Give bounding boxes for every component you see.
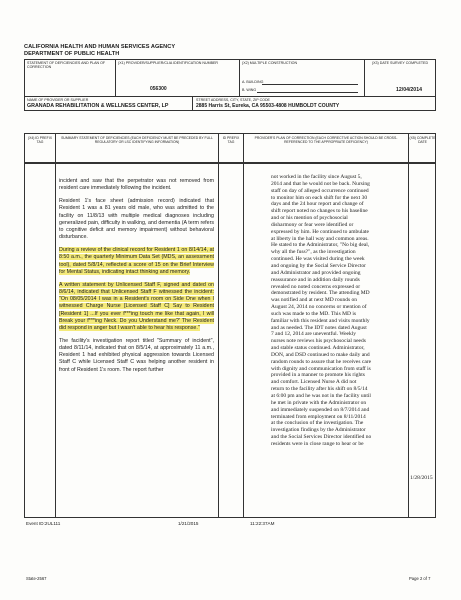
paragraph-text: incident and saw that the perpetrator was not removed from resident care immediately following the incident. <box>59 178 214 192</box>
form-number: State-2567 <box>26 576 47 581</box>
plan-line: and immediately suspended on 8/7/2014 and <box>271 406 370 413</box>
plan-line: revealed no noted concerns expressed or <box>271 283 361 290</box>
plan-of-correction-header: PROVIDER'S PLAN OF CORRECTION (EACH CORRECTIVE ACTION SHOULD BE CROSS-REFERENCED TO THE APPROPRIATE DEFICIENCY) <box>254 136 398 145</box>
plan-line: reassurance and in addition daily rounds <box>271 276 360 283</box>
paragraph-text: The facility's investigation report titled "Summary of incident", dated 8/11/14, indicated that on 8/5/14, at approximately 11 a.m., Resident 1 had exhibited physical aggression towards Licensed Staff C while Licensed Staff C was helping another resident in front of Resident 1's room. The report further <box>59 337 214 373</box>
divider <box>239 59 240 96</box>
plan-line: to monitor him on each shift for the next 30 <box>271 194 368 201</box>
narrative-paragraph <box>59 282 214 332</box>
plan-line: random rounds to assure that he receives care <box>271 358 372 365</box>
plan-line: at liberty in the hall way and common areas. <box>271 235 369 242</box>
plan-line: demonstrated by resident. The attending MD <box>271 290 370 297</box>
plan-line: at 6:00 pm and he was not in the facility until <box>271 393 371 399</box>
narrative-paragraph <box>59 338 214 374</box>
divider <box>408 163 409 518</box>
plan-line: 2014 and that he would not be back. Nursing <box>271 180 370 187</box>
print-date: 1/21/2015 <box>178 521 199 526</box>
id-prefix-mid-header: ID PREFIX TAG <box>222 136 240 145</box>
narrative-paragraph <box>59 247 214 276</box>
plan-line: disharmony or fear were identified or <box>271 221 354 228</box>
plan-line: expressed by him. He continued to ambulate <box>271 228 369 235</box>
building-label: A. BUILDING <box>242 80 264 84</box>
divider <box>192 96 193 111</box>
narrative-paragraph <box>59 178 214 192</box>
plan-line: he met in private with the Administrator on <box>271 399 367 406</box>
plan-line: shift report noted no changes to his baseline <box>271 208 368 215</box>
completion-date: 1/28/2015 <box>410 475 433 481</box>
paragraph-text: Resident 1's face sheet (admission record) indicated that Resident 1 was a 81 years old male, who was admitted to the facility on 11/8/13 with multiple medical diagnoses including generalized pain, difficulty in walking, and dementia (A term refers to cognitive deficit and memory impairment) without behavioral disturbance. <box>59 198 214 241</box>
plan-line: staff on day of alleged occurrence continued <box>271 187 369 194</box>
provider-id: 056300 <box>150 86 167 92</box>
plan-line: why all the fuss?", as the investigation <box>271 249 356 256</box>
divider <box>115 59 116 96</box>
address-label: STREET ADDRESS, CITY, STATE, ZIP CODE <box>196 98 270 102</box>
plan-line: days and the 24 hour report and change of <box>271 201 364 208</box>
wing-line <box>257 92 358 93</box>
plan-of-correction-text <box>271 174 405 448</box>
plan-line: He stated to the Administrator, "No big deal, <box>271 242 370 249</box>
summary-statement-header: SUMMARY STATEMENT OF DEFICIENCIES (EACH DEFICIENCY MUST BE PRECEDED BY FULL REGULATORY OR LSC IDENTIFYING INFORMATION) <box>61 136 213 145</box>
plan-line: and ongoing by the Social Service Director <box>271 262 367 269</box>
plan-line: 7 and 12, 2014 are uneventful. Weekly <box>271 331 356 338</box>
plan-line: residents were in close range to hear or be <box>271 440 364 447</box>
plan-line: at the conclusion of the investigation. The <box>271 420 364 427</box>
divider <box>243 163 244 518</box>
provider-id-label: (X1) PROVIDER/SUPPLIER/CLIA IDENTIFICATION NUMBER <box>118 61 218 65</box>
department-name: DEPARTMENT OF PUBLIC HEALTH <box>24 50 120 57</box>
address: 2885 Harris St, Eureka, CA 95503-4808 HUMBOLDT COUNTY <box>196 103 340 109</box>
divider <box>55 133 56 163</box>
agency-name: CALIFORNIA HEALTH AND HUMAN SERVICES AGENCY <box>24 44 176 50</box>
date-survey: 12/04/2014 <box>396 87 422 93</box>
divider <box>24 96 436 97</box>
divider <box>55 163 56 518</box>
highlighted-text: During a review of the clinical record for Resident 1 on 8/14/14, at 8:50 a.m., the quarterly Minimum Data Set (MDS, an assessment tool), dated 5/8/14, reflected a score of 15 on the Brief Interview for Mental Status, indicating intact thinking and memory. <box>59 247 214 275</box>
deficiency-narrative <box>59 178 214 380</box>
plan-line: return to the facility after his shift on 8/5/14 <box>271 386 368 393</box>
divider <box>243 133 244 163</box>
plan-line: and Administrator and provided ongoing <box>271 269 361 276</box>
plan-line: provided in a manner to promote his rights <box>271 372 365 379</box>
plan-line: and the Social Services Director identified no <box>271 434 372 441</box>
plan-line: August 24, 2014 no concerns or mention of <box>271 304 367 311</box>
plan-line: and comfort. Licensed Nurse A did not <box>271 379 357 386</box>
building-line <box>262 84 358 85</box>
provider-name: GRANADA REHABILITATION & WELLNESS CENTER, LP <box>27 103 169 109</box>
plan-line: and as needed. The IDT notes dated August <box>271 324 367 331</box>
plan-line: DON, and DSD continued to make daily and <box>271 351 370 358</box>
date-survey-label: (X3) DATE SURVEY COMPLETED <box>371 61 429 65</box>
wing-label: B. WING <box>242 88 257 92</box>
plan-line: continued. He was visited during the week <box>271 256 365 263</box>
plan-line: nurses note reviews his psychosocial needs <box>271 338 366 345</box>
event-id: Event ID:2UL111 <box>26 521 61 526</box>
plan-line: investigation findings by the Administrator <box>271 427 366 434</box>
plan-line: not worked in the facility since August 5, <box>271 174 362 180</box>
plan-line: familiar with this resident and visits monthly <box>271 317 370 324</box>
provider-name-label: NAME OF PROVIDER OR SUPPLIER <box>27 98 89 102</box>
page-number: Page 2 of 7 <box>409 576 431 581</box>
plan-line: was notified and at next MD rounds on <box>271 297 357 304</box>
print-time: 11:22:37AM <box>250 521 275 526</box>
divider <box>218 163 219 518</box>
plan-line: and stable status continued. Administrator, <box>271 345 365 352</box>
plan-line: and or his mention of psychosocial <box>271 215 348 222</box>
agency-header <box>24 44 175 57</box>
divider <box>364 59 365 96</box>
narrative-paragraph <box>59 198 214 241</box>
statement-label: STATEMENT OF DEFICIENCIES AND PLAN OF CORRECTION <box>27 61 106 70</box>
plan-line: terminated from employment on 8/11/2014 <box>271 413 366 420</box>
multiple-construction-label: (X2) MULTIPLE CONSTRUCTION <box>242 61 298 65</box>
plan-line: such was made to the MD. This MD is <box>271 310 356 317</box>
highlighted-text: A written statement by Unlicensed Staff F, signed and dated on 8/6/14, indicated that Unlicensed Staff F witnessed the incident: "On 08/05/2014 I was in a Resident's room on Side One when I witnessed Charge Nurse [Licensed Staff C] Say to Resident [Resident 1] ...If you ever f***ing touch me like that again, I will Break your f***ing Neck. Do you Understand me?' The Resident did respond in anger but I wasn't able to hear his response." <box>59 281 214 331</box>
completion-date-header: (X5) COMPLETE DATE <box>409 136 436 145</box>
id-prefix-left-header: (X4) ID PREFIX TAG <box>28 136 52 145</box>
plan-line: with dignity and communication from staff is <box>271 365 371 372</box>
